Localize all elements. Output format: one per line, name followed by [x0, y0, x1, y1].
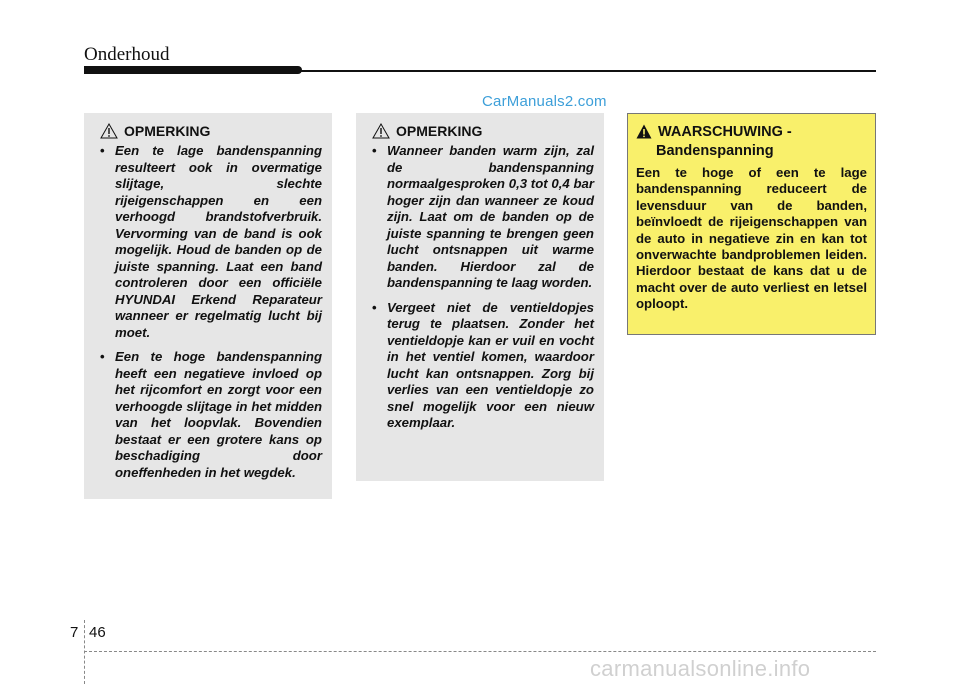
warning-heading [636, 124, 867, 143]
warning-subtitle: Bandenspanning [656, 143, 774, 159]
note-heading-label: OPMERKING [396, 123, 483, 139]
header-rule [300, 70, 876, 72]
section-number: 7 [70, 624, 79, 641]
header-bar [84, 66, 302, 74]
list-item: • Een te hoge bandenspanning heeft een negatieve invloed op het rijcomfort en zorgt voor een verhoogde slijtage in het midden van het loopvlak. Bovendien bestaat er een grotere kans op beschadiging door oneffenheden in het wegdek. [100, 349, 322, 481]
note-list-1 [100, 143, 322, 481]
page-number: 46 [89, 624, 106, 641]
note-heading-2 [372, 123, 594, 139]
note-box-2 [356, 113, 604, 481]
list-item: • Vergeet niet de ventieldopjes terug te plaatsen. Zonder het ventieldopje kan er vuil en vocht in het ventiel komen, waardoor lucht kan ontsnappen. Zorg bij verlies van een ventieldopje zo snel mogelijk voor een nieuw exemplaar. [372, 300, 594, 432]
note-heading-label: OPMERKING [124, 123, 211, 139]
list-item: • Een te lage bandenspanning resulteert ook in overmatige slijtage, slechte rijeigenschappen en een verhoogd brandstofverbruik. Vervorming van de band is ook mogelijk. Houd de banden op de juiste spanning. Laat een band controleren door een officiële HYUNDAI Erkend Reparateur wanneer er regelmatig lucht bij moet. [100, 143, 322, 341]
note-box-1 [84, 113, 332, 499]
watermark-bottom: carmanualsonline.info [590, 656, 811, 681]
warning-body: Een te hoge of een te lage bandenspanning reduceert de levensduur van de banden, beïnvloedt de rijeigenschappen van de auto in negatieve zin en kan tot onverwachte bandproblemen leiden. Hierdoor bestaat de kans dat u de macht over de auto verliest en letsel oploopt. [636, 165, 867, 312]
warning-title: WAARSCHUWING - [658, 124, 792, 140]
caution-triangle-icon [100, 123, 118, 139]
list-item: • Wanneer banden warm zijn, zal de bandenspanning normaalgesproken 0,3 tot 0,4 bar hoger zijn dan wanneer ze koud zijn. Laat om de banden op de juiste spanning te brengen geen lucht ontsnappen uit warme banden. Hierdoor zal de bandenspanning te laag worden. [372, 143, 594, 292]
warning-box [627, 113, 876, 335]
caution-triangle-icon [372, 123, 390, 139]
warning-triangle-icon [636, 124, 652, 143]
watermark-top: CarManuals2.com [482, 93, 607, 110]
footer-vertical-rule [84, 620, 85, 684]
footer-horizontal-rule [84, 651, 876, 652]
note-list-2 [372, 143, 594, 432]
page-header-title: Onderhoud [84, 44, 170, 65]
note-heading-1 [100, 123, 322, 139]
